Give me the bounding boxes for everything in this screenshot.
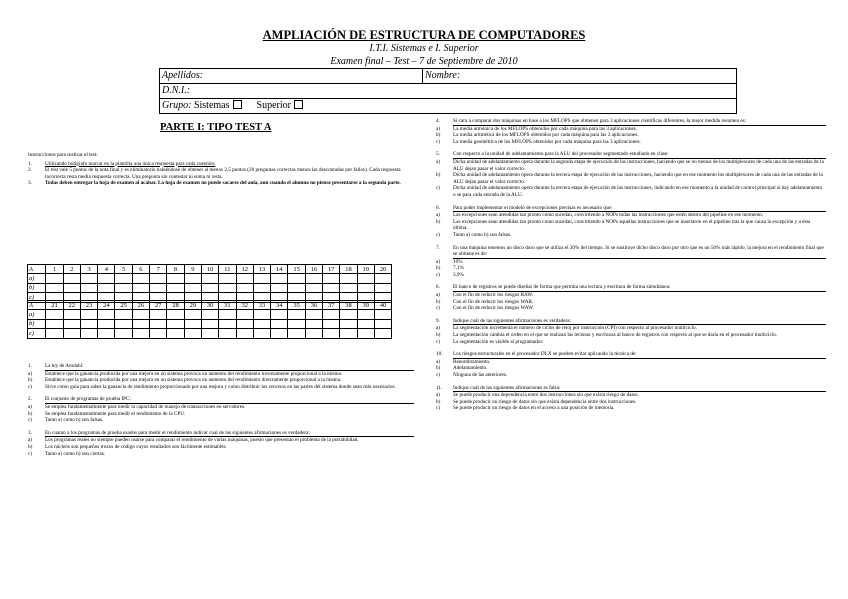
answer-cell[interactable] xyxy=(323,319,340,328)
answer-cell[interactable] xyxy=(150,319,167,328)
question-number: 16 xyxy=(305,265,322,274)
answer-cell[interactable] xyxy=(340,329,357,338)
answer-cell[interactable] xyxy=(115,329,132,338)
answer-cell[interactable] xyxy=(115,319,132,328)
answer-cell[interactable] xyxy=(253,274,270,283)
answer-cell[interactable] xyxy=(167,283,184,292)
question-option: c) Tanto a) como b) son falsas. xyxy=(436,231,512,238)
question-option: b) Se puede producir un riesgo de datos sin que exista dependencia entre dos instrucciones. xyxy=(436,398,637,405)
question-number: 28 xyxy=(167,301,184,310)
question-option: a) Las excepciones sean atendidas tan pronto como sucedan, convirtiendo a NOPs todas las instrucciones que estén dentro del pipeline en ese momento. xyxy=(436,212,764,219)
question-number: 22 xyxy=(63,301,80,310)
question-block xyxy=(436,118,826,145)
grupo-label: Grupo: xyxy=(162,100,192,111)
question-block xyxy=(28,430,414,457)
superior-checkbox[interactable] xyxy=(294,100,303,109)
answer-cell[interactable] xyxy=(167,319,184,328)
question-option: c) Dicha unidad de adelantamiento opera durante la tercera etapa de ejecución de las instrucciones, indicando en ese momento a la unidad de control principal si hay adelantamiento o se para cada entrada de la ALU. xyxy=(436,185,823,198)
question-stem: 7. En una máquina tenemos un disco duro que se utiliza el 20% del tiempo. Si se sustituye dicho disco duro por otro que es un 50% más rápido, la mejora en el rendimiento final que se obtiene es de: xyxy=(436,244,824,258)
answer-cell[interactable] xyxy=(46,319,63,328)
answer-cell[interactable] xyxy=(115,274,132,283)
question-option: b) Dicha unidad de adelantamiento opera durante la tercera etapa de ejecución de las instrucciones, haciendo que en ese momento los multiplexores de cada una de las entradas de la ALU dejan pasar el valor correcto. xyxy=(436,172,823,185)
question-number: 12 xyxy=(236,265,253,274)
question-option: b) La media aritmética de los MFLOPS obtenidos por cada máquina para las 3 aplicaciones. xyxy=(436,132,639,139)
question-option: b) Adelantamiento. xyxy=(436,365,488,372)
answer-cell[interactable] xyxy=(167,274,184,283)
question-stem: 1. La ley de Amdahl: xyxy=(28,363,84,369)
answer-cell[interactable] xyxy=(63,283,80,292)
answer-cell[interactable] xyxy=(219,319,236,328)
question-option: b) La segmentación cambia el orden en el que se realizan las lecturas y escrituras al banco de registros con respecto al que se daría en el procesador multiciclo. xyxy=(436,332,778,339)
answer-cell[interactable] xyxy=(201,319,218,328)
answer-cell[interactable] xyxy=(323,283,340,292)
question-option: c) Sirve como guía para saber la ganancia de rendimiento proporcionado por una mejora y como distribuir los recursos en las partes del sistema donde sean más necesarios. xyxy=(28,383,396,390)
question-number: 11 xyxy=(219,265,236,274)
answer-cell[interactable] xyxy=(184,283,201,292)
answer-cell[interactable] xyxy=(236,274,253,283)
answer-cell[interactable] xyxy=(115,310,132,319)
question-block xyxy=(28,363,414,390)
option-label: a) xyxy=(28,274,46,283)
answer-cell[interactable] xyxy=(201,329,218,338)
question-stem: 8. El banco de registros se puede diseñar de forma que permita una lectura y escritura de forma simultánea: xyxy=(436,284,671,291)
question-block xyxy=(436,205,826,239)
question-stem: 10. Los riesgos estructurales en el procesador DLX se pueden evitar aplicando la técnica de: xyxy=(436,351,637,358)
answer-cell[interactable] xyxy=(98,283,115,292)
question-option: a) Los programas reales no siempre pueden usarse para comparar el rendimiento de varias máquinas, puesto que presentan el problema de la portabilidad. xyxy=(28,437,359,444)
question-number: 30 xyxy=(201,301,218,310)
answer-cell[interactable] xyxy=(80,310,97,319)
question-option: c) La media geométrica de los MFLOPS obtenidos por cada máquina para las 3 aplicaciones. xyxy=(436,138,641,145)
answer-cell[interactable] xyxy=(288,283,305,292)
answer-cell[interactable] xyxy=(288,274,305,283)
answer-cell[interactable] xyxy=(167,310,184,319)
answer-cell[interactable] xyxy=(98,319,115,328)
question-number: 18 xyxy=(340,265,357,274)
answer-cell[interactable] xyxy=(98,310,115,319)
question-number: 7 xyxy=(150,265,167,274)
answer-cell[interactable] xyxy=(236,310,253,319)
question-number: 5 xyxy=(115,265,132,274)
answer-cell[interactable] xyxy=(184,329,201,338)
student-info-box xyxy=(159,68,737,114)
answer-cell[interactable] xyxy=(236,283,253,292)
answer-cell[interactable] xyxy=(46,329,63,338)
option-label: b) xyxy=(28,283,46,292)
info-row-dni xyxy=(160,84,736,99)
question-number: 14 xyxy=(271,265,288,274)
answer-cell[interactable] xyxy=(374,274,391,283)
answer-cell[interactable] xyxy=(201,274,218,283)
answer-cell[interactable] xyxy=(80,274,97,283)
question-number: 8 xyxy=(167,265,184,274)
answer-cell[interactable] xyxy=(150,329,167,338)
answer-cell[interactable] xyxy=(219,329,236,338)
answer-cell[interactable] xyxy=(340,310,357,319)
answer-cell[interactable] xyxy=(132,274,149,283)
answer-cell[interactable] xyxy=(236,329,253,338)
answer-cell[interactable] xyxy=(340,319,357,328)
option-label: a) xyxy=(28,310,46,319)
question-number: 27 xyxy=(150,301,167,310)
question-number: 32 xyxy=(236,301,253,310)
answer-cell[interactable] xyxy=(150,310,167,319)
answer-cell[interactable] xyxy=(357,329,374,338)
answer-cell[interactable] xyxy=(132,319,149,328)
question-number: 19 xyxy=(357,265,374,274)
answer-cell[interactable] xyxy=(374,283,391,292)
question-stem: 11. Indique cuál de las siguientes afirmaciones es falsa: xyxy=(436,384,561,391)
answer-cell[interactable] xyxy=(46,310,63,319)
question-option: b) Establece que la ganancia producida por una mejora en un sistema provoca un aumento del rendimiento directamente proporcional a la misma. xyxy=(28,377,342,384)
answer-cell[interactable] xyxy=(271,329,288,338)
questions-right-column xyxy=(436,118,826,418)
question-number: 36 xyxy=(305,301,322,310)
question-number: 25 xyxy=(115,301,132,310)
answer-cell[interactable] xyxy=(374,310,391,319)
option-label: c) xyxy=(28,329,46,338)
question-block xyxy=(28,396,414,423)
answer-cell[interactable] xyxy=(305,310,322,319)
question-option: a) Establece que la ganancia producida por una mejora en un sistema provoca un aumento del rendimiento inversamente proporcional a la misma. xyxy=(28,370,343,377)
question-option: a) Dicha unidad de adelantamiento opera durante la segunda etapa de ejecución de las instrucciones, haciendo que se no menos de los multiplexores de cada una de las entradas de la ALU dejan pasar el valor correcto. xyxy=(436,158,824,172)
question-stem: 5. Con respecto a la unidad de adelantamiento para la ALU del procesador segmentado estudiado en clase: xyxy=(436,151,669,158)
answer-cell[interactable] xyxy=(323,310,340,319)
question-number: 17 xyxy=(323,265,340,274)
answer-cell[interactable] xyxy=(271,310,288,319)
option-label: b) xyxy=(28,319,46,328)
question-block xyxy=(436,284,826,311)
answer-cell[interactable] xyxy=(201,283,218,292)
answer-cell[interactable] xyxy=(271,283,288,292)
sistemas-checkbox[interactable] xyxy=(233,100,242,109)
answer-cell[interactable] xyxy=(305,329,322,338)
question-number: 24 xyxy=(98,301,115,310)
answer-cell[interactable] xyxy=(150,283,167,292)
answer-cell[interactable] xyxy=(271,274,288,283)
question-block xyxy=(436,385,826,412)
answer-cell[interactable] xyxy=(184,319,201,328)
question-option: a) La segmentación incrementa el número de ciclos de reloj por instrucción (CPI) con respecto al procesador multiciclo. xyxy=(436,325,697,332)
question-option: b) Las excepciones sean atendidas tan pronto como sucedan, convirtiendo a NOPs aquellas instrucciones que se insertaron en el pipeline tras la que causa la excepción y a ésta última. xyxy=(436,218,811,232)
answer-cell[interactable] xyxy=(63,274,80,283)
answer-cell[interactable] xyxy=(132,310,149,319)
sistemas-label: Sistemas xyxy=(193,100,230,111)
question-number: 35 xyxy=(288,301,305,310)
answer-cell[interactable] xyxy=(219,283,236,292)
answer-cell[interactable] xyxy=(253,283,270,292)
apellidos-label: Apellidos: xyxy=(162,70,204,81)
answer-cell[interactable] xyxy=(184,274,201,283)
answer-cell[interactable] xyxy=(357,319,374,328)
question-number: 13 xyxy=(253,265,270,274)
question-number: 29 xyxy=(184,301,201,310)
instructions-heading: Instrucciones para realizar el test: xyxy=(28,152,98,158)
info-row-grupo xyxy=(160,99,736,114)
question-number: 40 xyxy=(374,301,391,310)
question-option: a) Con el fin de reducir los riesgos RAW. xyxy=(436,292,534,299)
question-stem: 6. Para poder implementar el modelo de excepciones precisas es necesario que: xyxy=(436,204,613,211)
questions-left-column xyxy=(28,363,414,463)
question-option: c) La segmentación es visible al programador. xyxy=(436,338,544,345)
answer-cell[interactable] xyxy=(288,329,305,338)
answer-cell[interactable] xyxy=(63,310,80,319)
answer-cell[interactable] xyxy=(46,274,63,283)
instruction-item: 2. El test vale 5 puntos de la nota final y es eliminatorio habiéndose de obtener al menos 2,5 puntos (20 preguntas correctas menos las descontadas por fallos). Cada respuesta incorrecta resta media respuesta correcta. Una pregunta sin contestar ni suma ni resta. xyxy=(28,167,401,180)
question-option: b) 7,1% xyxy=(436,265,464,272)
question-option: a) 10% xyxy=(436,258,463,265)
question-number: 3 xyxy=(80,265,97,274)
question-number: 23 xyxy=(80,301,97,310)
question-stem: 2. El conjunto de programas de prueba IPC: xyxy=(28,396,131,403)
superior-label: Superior xyxy=(256,100,291,111)
answer-cell[interactable] xyxy=(63,319,80,328)
answer-cell[interactable] xyxy=(236,319,253,328)
question-block xyxy=(436,351,826,378)
instructions-block xyxy=(28,152,414,187)
question-option: b) Los núcleos son pequeños trozos de código cuyos resultados son fácilmente estimables. xyxy=(28,443,227,450)
question-number: 34 xyxy=(271,301,288,310)
answer-cell[interactable] xyxy=(288,310,305,319)
part-heading: PARTE I: TIPO TEST A xyxy=(160,122,272,133)
question-number: 26 xyxy=(132,301,149,310)
question-number: 38 xyxy=(340,301,357,310)
answer-cell[interactable] xyxy=(219,274,236,283)
exam-subtitle-date: Examen final – Test – 7 de Septiembre de 2010 xyxy=(330,56,518,67)
question-number: 1 xyxy=(46,265,63,274)
question-option: a) Se emplea fundamentalmente para medir la capacidad de manejo de transacciones en servidores. xyxy=(28,403,246,410)
question-number: 4 xyxy=(98,265,115,274)
answer-cell[interactable] xyxy=(219,310,236,319)
question-number: 31 xyxy=(219,301,236,310)
answer-cell[interactable] xyxy=(323,329,340,338)
exam-title: AMPLIACIÓN DE ESTRUCTURA DE COMPUTADORES xyxy=(262,28,586,42)
answer-cell[interactable] xyxy=(150,274,167,283)
question-number: 2 xyxy=(63,265,80,274)
answer-cell[interactable] xyxy=(374,319,391,328)
answer-cell[interactable] xyxy=(271,319,288,328)
question-stem: 3. En cuanto a los programas de prueba usados para medir el rendimiento indicar cual de las siguientes afirmaciones es verdadera: xyxy=(28,429,310,436)
info-row-names xyxy=(160,69,736,84)
answer-cell[interactable] xyxy=(305,319,322,328)
question-block xyxy=(436,151,826,198)
answer-grid-1-20 xyxy=(27,264,392,303)
answer-cell[interactable] xyxy=(46,283,63,292)
answer-cell[interactable] xyxy=(98,329,115,338)
answer-cell[interactable] xyxy=(357,274,374,283)
answer-cell[interactable] xyxy=(253,310,270,319)
answer-cell[interactable] xyxy=(132,283,149,292)
answer-cell[interactable] xyxy=(201,310,218,319)
question-block xyxy=(436,318,826,345)
question-option: b) Con el fin de reducir los riesgos WAR. xyxy=(436,298,534,305)
answer-cell[interactable] xyxy=(253,329,270,338)
answer-cell[interactable] xyxy=(357,283,374,292)
question-number: 9 xyxy=(184,265,201,274)
question-number: 15 xyxy=(288,265,305,274)
question-number: 37 xyxy=(323,301,340,310)
answer-cell[interactable] xyxy=(63,329,80,338)
question-option: c) Con el fin de reducir los riesgos WAW. xyxy=(436,305,534,312)
answer-grid-21-40 xyxy=(27,300,392,339)
dni-label: D.N.I.: xyxy=(162,85,191,96)
answer-cell[interactable] xyxy=(115,283,132,292)
question-option: c) Se puede producir un riesgo de datos en el acceso a una posición de memoria. xyxy=(436,405,615,412)
grid-label: A xyxy=(28,265,46,274)
question-option: c) Ninguna de las anteriores. xyxy=(436,372,508,378)
question-option: b) Se emplea fundamentalmente para medir el rendimiento de la CPU. xyxy=(28,410,186,417)
answer-cell[interactable] xyxy=(340,274,357,283)
answer-cell[interactable] xyxy=(253,319,270,328)
question-number: 20 xyxy=(374,265,391,274)
question-stem: 4. Si cara a comparar dos máquinas en base a los MFLOPS que obtienen para 3 aplicaciones científicas diferentes, la mejor medida resumen es: xyxy=(436,118,747,124)
answer-cell[interactable] xyxy=(167,329,184,338)
answer-cell[interactable] xyxy=(323,274,340,283)
exam-subtitle-degree: I.T.I. Sistemas e I. Superior xyxy=(369,43,479,54)
question-option: c) Tanto a) como b) son ciertas. xyxy=(28,450,106,457)
question-block xyxy=(436,245,826,279)
instruction-item: 3. Todas deben entregar la hoja de examen al acabar. La hoja de examen no puede sacarse del aula, aun cuando el alumno no piense presentarse a la segunda parte. xyxy=(28,180,401,187)
answer-cell[interactable] xyxy=(184,310,201,319)
question-option: a) La media armónica de los MFLOPS obtenidos por cada máquina para las 3 aplicaciones. xyxy=(436,125,638,132)
answer-cell[interactable] xyxy=(132,329,149,338)
answer-cell[interactable] xyxy=(288,319,305,328)
grid-label: A xyxy=(28,301,46,310)
question-number: 21 xyxy=(46,301,63,310)
question-option: a) Renombramiento. xyxy=(436,358,491,365)
answer-cell[interactable] xyxy=(80,283,97,292)
question-option: a) Se puede producir una dependencia entre dos instrucciones sin que exista riesgo de datos. xyxy=(436,392,639,399)
question-number: 39 xyxy=(357,301,374,310)
answer-cell[interactable] xyxy=(340,283,357,292)
question-number: 10 xyxy=(201,265,218,274)
question-option: c) 3,9% xyxy=(436,271,464,278)
question-number: 33 xyxy=(253,301,270,310)
question-number: 6 xyxy=(132,265,149,274)
answer-cell[interactable] xyxy=(80,329,97,338)
answer-cell[interactable] xyxy=(357,310,374,319)
answer-cell[interactable] xyxy=(305,283,322,292)
answer-cell[interactable] xyxy=(374,329,391,338)
question-option: c) Tanto a) como b) son falsas. xyxy=(28,417,104,424)
instruction-item: 1. Utilizando bolígrafo marcar en la plantilla una única respuesta para cada cuestión. xyxy=(28,160,216,167)
nombre-label: Nombre: xyxy=(425,70,461,81)
question-stem: 9. Indique cuál de las siguientes afirmaciones es verdadera: xyxy=(436,317,571,324)
answer-cell[interactable] xyxy=(305,274,322,283)
answer-cell[interactable] xyxy=(98,274,115,283)
answer-cell[interactable] xyxy=(80,319,97,328)
option-label: c) xyxy=(28,293,46,302)
